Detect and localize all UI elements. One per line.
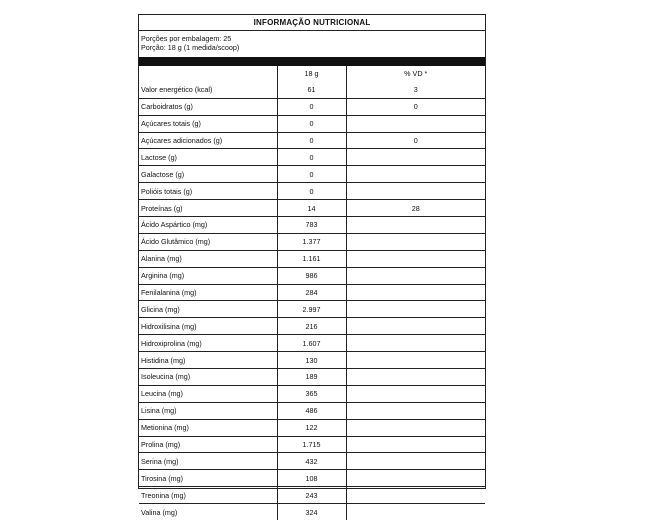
serving-info [139,31,485,57]
nutrient-name: Açúcares totais (g) [139,115,277,132]
nutrient-name: Prolina (mg) [139,436,277,453]
table-row [139,149,485,166]
nutrient-amount: 432 [277,453,346,470]
table-row [139,436,485,453]
table-row [139,267,485,284]
table-row [139,284,485,301]
nutrient-name: Hidroxilisina (mg) [139,318,277,335]
table-row [139,504,485,520]
nutrient-dv [346,453,485,470]
nutrient-dv [346,335,485,352]
nutrient-dv [346,504,485,520]
table-row [139,132,485,149]
nutrient-name: Leucina (mg) [139,385,277,402]
nutrient-dv [346,369,485,386]
nutrient-name: Alanina (mg) [139,250,277,267]
nutrient-amount: 1.715 [277,436,346,453]
table-row [139,200,485,217]
table-row [139,318,485,335]
nutrient-dv: 0 [346,132,485,149]
table-row [139,82,485,98]
table-row [139,250,485,267]
table-row [139,369,485,386]
nutrient-amount: 0 [277,166,346,183]
table-row [139,166,485,183]
nutrient-dv [346,470,485,487]
nutrient-name: Tirosina (mg) [139,470,277,487]
nutrient-name: Carboidratos (g) [139,98,277,115]
nutrient-name: Açúcares adicionados (g) [139,132,277,149]
nutrient-amount: 1.161 [277,250,346,267]
nutrient-name: Serina (mg) [139,453,277,470]
nutrient-amount: 0 [277,183,346,200]
nutrient-amount: 2.997 [277,301,346,318]
nutrient-dv [346,250,485,267]
thick-divider [139,57,485,66]
nutrient-dv [346,166,485,183]
nutrient-amount: 0 [277,132,346,149]
table-row [139,402,485,419]
nutrient-amount: 0 [277,115,346,132]
nutrient-amount: 61 [277,82,346,98]
nutrition-facts-panel [138,14,486,517]
nutrient-name: Proteínas (g) [139,200,277,217]
table-row [139,419,485,436]
panel-title: INFORMAÇÃO NUTRICIONAL [139,15,485,31]
nutrient-dv [346,301,485,318]
table-row [139,233,485,250]
nutrient-amount: 324 [277,504,346,520]
nutrient-name: Isoleucina (mg) [139,369,277,386]
nutrient-dv [346,402,485,419]
table-row [139,98,485,115]
table-row [139,115,485,132]
table-row [139,470,485,487]
nutrient-amount: 0 [277,98,346,115]
nutrient-name: Histidina (mg) [139,352,277,369]
nutrient-dv [346,233,485,250]
table-row [139,183,485,200]
nutrition-table [139,66,485,520]
table-row [139,301,485,318]
nutrient-name: Metionina (mg) [139,419,277,436]
nutrient-name: Ácido Glutâmico (mg) [139,233,277,250]
table-row [139,335,485,352]
nutrient-dv [346,318,485,335]
nutrient-dv [346,436,485,453]
nutrient-dv [346,352,485,369]
nutrient-name: Fenilalanina (mg) [139,284,277,301]
nutrient-amount: 986 [277,267,346,284]
nutrient-dv [346,183,485,200]
table-row [139,217,485,234]
nutrient-dv: 3 [346,82,485,98]
nutrient-amount: 108 [277,470,346,487]
nutrient-amount: 216 [277,318,346,335]
nutrient-dv [346,217,485,234]
nutrient-name: Arginina (mg) [139,267,277,284]
nutrient-amount: 1.607 [277,335,346,352]
nutrient-amount: 1.377 [277,233,346,250]
nutrient-dv: 0 [346,98,485,115]
nutrient-amount: 284 [277,284,346,301]
nutrient-dv [346,419,485,436]
nutrient-amount: 130 [277,352,346,369]
header-amount: 18 g [277,66,346,82]
servings-per-package: Porções por embalagem: 25 [141,34,232,43]
nutrient-amount: 486 [277,402,346,419]
nutrient-name: Lactose (g) [139,149,277,166]
nutrient-dv [346,115,485,132]
header-name [139,66,277,82]
nutrient-name: Hidroxiprolina (mg) [139,335,277,352]
table-header-row [139,66,485,82]
nutrient-amount: 14 [277,200,346,217]
nutrient-name: Ácido Aspártico (mg) [139,217,277,234]
nutrient-name: Treonina (mg) [139,487,277,504]
header-dv: % VD * [404,69,428,79]
nutrient-name: Polióis totais (g) [139,183,277,200]
nutrient-dv [346,284,485,301]
nutrient-amount: 0 [277,149,346,166]
nutrient-name: Glicina (mg) [139,301,277,318]
nutrient-dv [346,487,485,504]
nutrient-dv [346,385,485,402]
nutrient-amount: 365 [277,385,346,402]
nutrient-amount: 122 [277,419,346,436]
nutrient-amount: 783 [277,217,346,234]
nutrient-amount: 189 [277,369,346,386]
nutrient-dv [346,267,485,284]
table-row [139,352,485,369]
table-row [139,453,485,470]
nutrient-dv: 28 [346,200,485,217]
nutrient-name: Valor energético (kcal) [139,82,277,98]
nutrient-amount: 243 [277,487,346,504]
nutrient-name: Lisina (mg) [139,402,277,419]
serving-size: Porção: 18 g (1 medida/scoop) [141,43,240,52]
nutrient-name: Valina (mg) [139,504,277,520]
nutrient-name: Galactose (g) [139,166,277,183]
nutrient-dv [346,149,485,166]
table-row [139,487,485,504]
table-row [139,385,485,402]
